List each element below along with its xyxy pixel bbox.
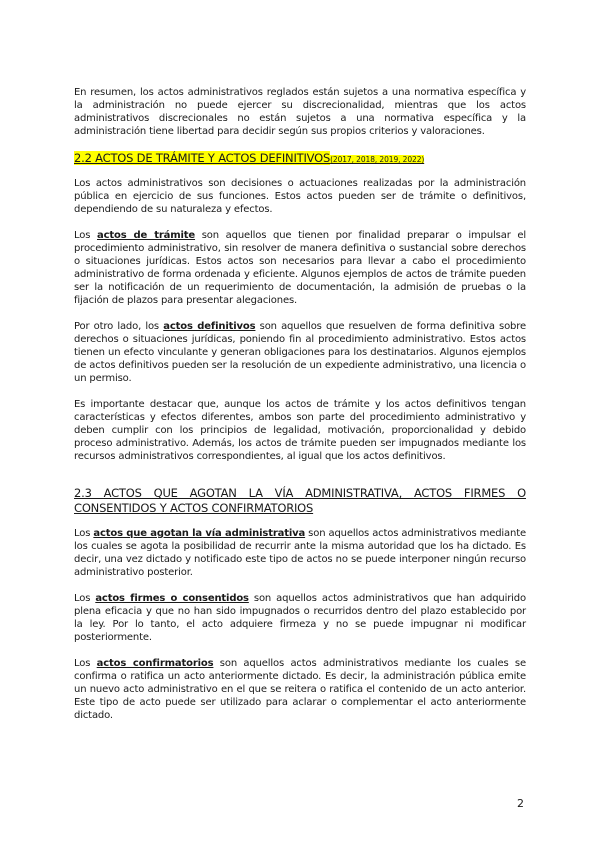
- term-actos-confirmatorios: actos confirmatorios: [96, 658, 214, 669]
- section-heading-2-3: 2.3 ACTOS QUE AGOTAN LA VÍA ADMINISTRATIVA, ACTOS FIRMES O CONSENTIDOS Y ACTOS CONFIRMATORIOS: [74, 486, 526, 515]
- text: son aquellos que resuelven de forma definitiva sobre derechos o situaciones jurídicas, poniendo fin al procedimiento administrativo. Estos actos tienen un efecto vinculante y generan obligaciones para los destinatarios. Algunos ejemplos de actos definitivos pueden ser la resolución de un expediente administrativo, una licencia o un permiso.: [74, 321, 526, 384]
- paragraph-intro: En resumen, los actos administrativos reglados están sujetos a una normativa específica y la administración no puede ejercer su discrecionalidad, mientras que los actos administrativos discrecionales no están sujetos a una normativa específica y la administración tiene libertad para decidir según sus propios criterios y valoraciones.: [74, 87, 526, 137]
- term-actos-definitivos: actos definitivos: [163, 321, 256, 332]
- paragraph-actos-confirmatorios: [74, 657, 526, 722]
- text: son aquellos que tienen por finalidad preparar o impulsar el procedimiento administrativo, sin resolver de manera definitiva o sustancial sobre derechos o situaciones jurídicas. Estos actos son necesarios para llevar a cabo el procedimiento administrativo de forma ordenada y eficiente. Algunos ejemplos de actos de trámite pueden ser la notificación de un requerimiento de documentación, la admisión de pruebas o la fijación de plazos para presentar alegaciones.: [74, 230, 526, 306]
- paragraph-agotan-via: [74, 527, 526, 579]
- paragraph-destacar: Es importante destacar que, aunque los actos de trámite y los actos definitivos tengan características y efectos diferentes, ambos son parte del procedimiento administrativo y deben cumplir con los principios de legalidad, motivación, proporcionalidad y debido proceso administrativo. Además, los actos de trámite pueden ser impugnados mediante los recursos administrativos correspondientes, al igual que los actos definitivos.: [74, 399, 526, 462]
- page-number: 2: [517, 797, 524, 810]
- term-agotan-via: actos que agotan la vía administrativa: [93, 528, 306, 539]
- term-actos-tramite: actos de trámite: [97, 230, 196, 241]
- text: Los: [74, 593, 96, 604]
- text: son aquellos actos administrativos que han adquirido plena eficacia y que no han sido impugnados o recurridos dentro del plazo establecido por la ley. Por lo tanto, el acto adquiere firmeza y no se puede impugnar ni modificar posteriormente.: [74, 593, 526, 643]
- text: Por otro lado, los: [74, 321, 164, 332]
- paragraph-actos-firmes: [74, 592, 526, 644]
- section-heading-2-2: [74, 151, 526, 167]
- heading-2-2-years: (2017, 2018, 2019, 2022): [330, 155, 425, 164]
- heading-2-2-title: 2.2 ACTOS DE TRÁMITE Y ACTOS DEFINITIVOS: [74, 151, 331, 165]
- text: Los: [74, 528, 94, 539]
- paragraph-definition: Los actos administrativos son decisiones o actuaciones realizadas por la administración pública en ejercicio de sus funciones. Estos actos pueden ser de trámite o definitivos, dependiendo de su naturaleza y efectos.: [74, 178, 526, 215]
- text: son aquellos actos administrativos mediante los cuales se confirma o ratifica un acto anteriormente dictado. Es decir, la administración pública emite un nuevo acto administrativo en el que se reitera o ratifica el contenido de un acto anterior. Este tipo de acto puede ser utilizado para aclarar o complementar el acto anteriormente dictado.: [74, 658, 526, 721]
- text: Los: [74, 658, 97, 669]
- text: Los: [74, 230, 97, 241]
- paragraph-actos-definitivos: [74, 320, 526, 385]
- paragraph-actos-tramite: [74, 229, 526, 307]
- text: son aquellos actos administrativos mediante los cuales se agota la posibilidad de recurrir ante la misma autoridad que los ha dictado. Es decir, una vez dictado y notificado este tipo de actos no se puede interponer ningún recurso administrativo posterior.: [74, 528, 527, 578]
- term-actos-firmes: actos firmes o consentidos: [95, 593, 249, 604]
